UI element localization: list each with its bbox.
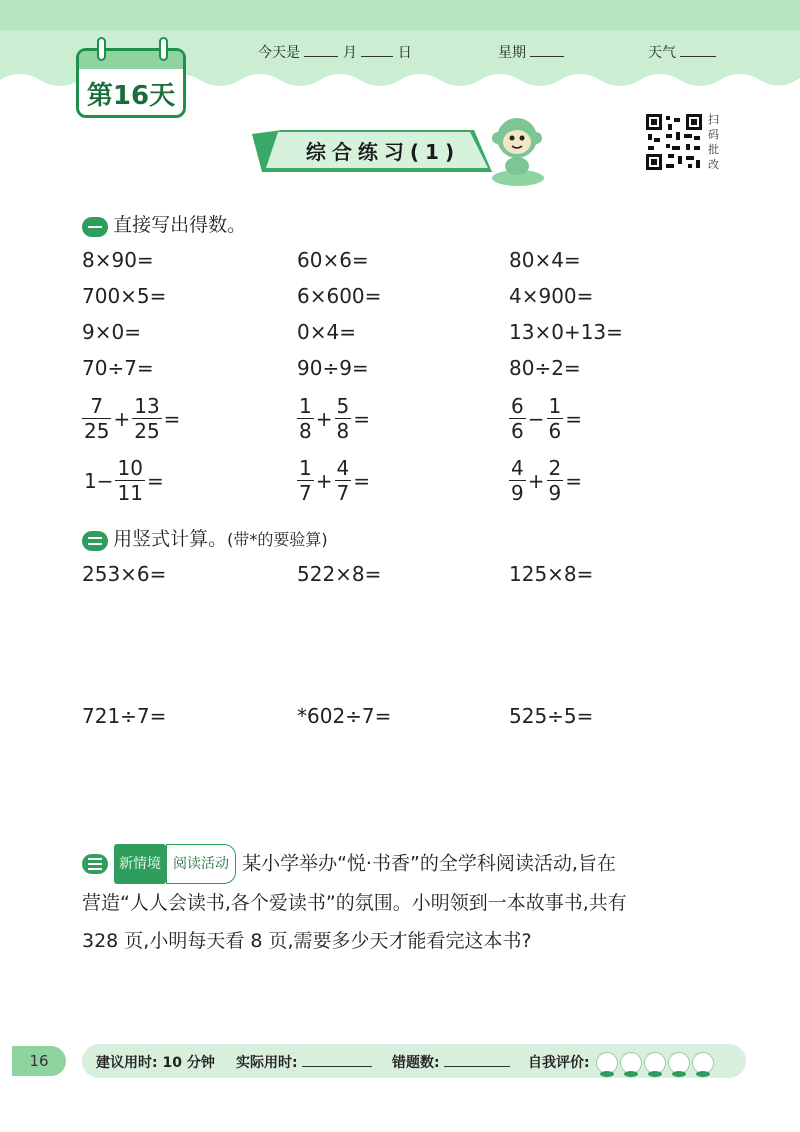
page-number: 16	[12, 1046, 66, 1076]
expr-r3c1: 9×0=	[82, 320, 141, 344]
expr-r6c2: $\frac{1}{7}$ + $\frac{4}{7}$ =	[299, 456, 370, 505]
errors-label: 错题数:	[392, 1055, 440, 1071]
qr-code-icon[interactable]	[644, 112, 704, 172]
weather-label: 天气	[648, 45, 676, 61]
rating-face-icon[interactable]	[596, 1052, 618, 1074]
section1-heading	[82, 210, 246, 237]
section2-title: 用竖式计算。	[113, 528, 228, 550]
day-label-text: 日	[397, 45, 412, 61]
month-blank[interactable]	[304, 42, 338, 57]
expr-r1c1: 8×90=	[82, 248, 154, 272]
calc-r1c3: 125×8=	[509, 562, 594, 586]
section2-note: (带*的要验算)	[227, 530, 328, 549]
weather-field	[648, 42, 716, 62]
expr-r3c2: 0×4=	[297, 320, 356, 344]
expr-r5c1: $\frac{7}{25}$ + $\frac{13}{25}$ =	[84, 394, 181, 443]
expr-r4c1: 70÷7=	[82, 356, 154, 380]
rating-face-icon[interactable]	[692, 1052, 714, 1074]
weekday-field	[498, 42, 564, 62]
calc-r2c3: 525÷5=	[509, 704, 594, 728]
page-title: 综合练习(1)	[305, 140, 461, 164]
section2-heading	[82, 524, 328, 551]
weekday-label: 星期	[498, 45, 526, 61]
section-one-icon	[82, 217, 108, 237]
calc-r1c2: 522×8=	[297, 562, 382, 586]
day-badge	[76, 48, 186, 118]
expr-r3c3: 13×0+13=	[509, 320, 623, 344]
problem-line-1: 某小学举办“悦·书香”的全学科阅读活动,旨在	[242, 852, 616, 875]
suggested-time: 建议用时: 10 分钟	[96, 1055, 215, 1071]
expr-r6c3: $\frac{4}{9}$ + $\frac{2}{9}$ =	[511, 456, 582, 505]
expr-r4c2: 90÷9=	[297, 356, 369, 380]
date-field	[258, 42, 412, 62]
errors-blank[interactable]	[444, 1052, 510, 1067]
month-label: 月	[342, 45, 357, 61]
day-blank[interactable]	[361, 42, 393, 57]
actual-time-field	[236, 1052, 372, 1072]
expr-r4c3: 80÷2=	[509, 356, 581, 380]
expr-r2c3: 4×900=	[509, 284, 594, 308]
expr-r5c3: $\frac{6}{6}$ − $\frac{1}{6}$ =	[511, 394, 582, 443]
actual-time-blank[interactable]	[302, 1052, 372, 1067]
section-three-icon	[82, 854, 108, 874]
monkey-mascot-icon	[488, 112, 544, 188]
weather-blank[interactable]	[680, 42, 716, 57]
expr-r1c2: 60×6=	[297, 248, 369, 272]
expr-r5c2: $\frac{1}{8}$ + $\frac{5}{8}$ =	[299, 394, 370, 443]
expr-r2c1: 700×5=	[82, 284, 167, 308]
rating-face-icon[interactable]	[644, 1052, 666, 1074]
rating-face-icon[interactable]	[668, 1052, 690, 1074]
day-label: 第16天	[86, 81, 176, 111]
expr-r6c1: 1− $\frac{10}{11}$ =	[84, 456, 164, 505]
date-prefix: 今天是	[258, 45, 300, 61]
calc-r2c2: *602÷7=	[297, 704, 392, 728]
errors-field	[392, 1052, 510, 1072]
weekday-blank[interactable]	[530, 42, 564, 57]
problem-line-3: 328 页,小明每天看 8 页,需要多少天才能看完这本书?	[82, 930, 532, 952]
reading-activity-tag: 阅读活动	[166, 844, 236, 884]
title-banner	[252, 128, 502, 174]
self-eval-field	[528, 1052, 714, 1074]
rating-face-icon[interactable]	[620, 1052, 642, 1074]
calc-r2c1: 721÷7=	[82, 704, 167, 728]
qr-label: 扫 码 批 改	[708, 113, 719, 171]
new-context-tag: 新情境	[114, 844, 166, 884]
expr-r1c3: 80×4=	[509, 248, 581, 272]
calc-r1c1: 253×6=	[82, 562, 167, 586]
section1-title: 直接写出得数。	[113, 214, 247, 236]
self-eval-label: 自我评价:	[528, 1055, 590, 1071]
actual-time-label: 实际用时:	[236, 1055, 298, 1071]
section-two-icon	[82, 531, 108, 551]
expr-r2c2: 6×600=	[297, 284, 382, 308]
problem-line-2: 营造“人人会读书,各个爱读书”的氛围。小明领到一本故事书,共有	[82, 892, 627, 914]
section3-problem	[82, 844, 722, 960]
